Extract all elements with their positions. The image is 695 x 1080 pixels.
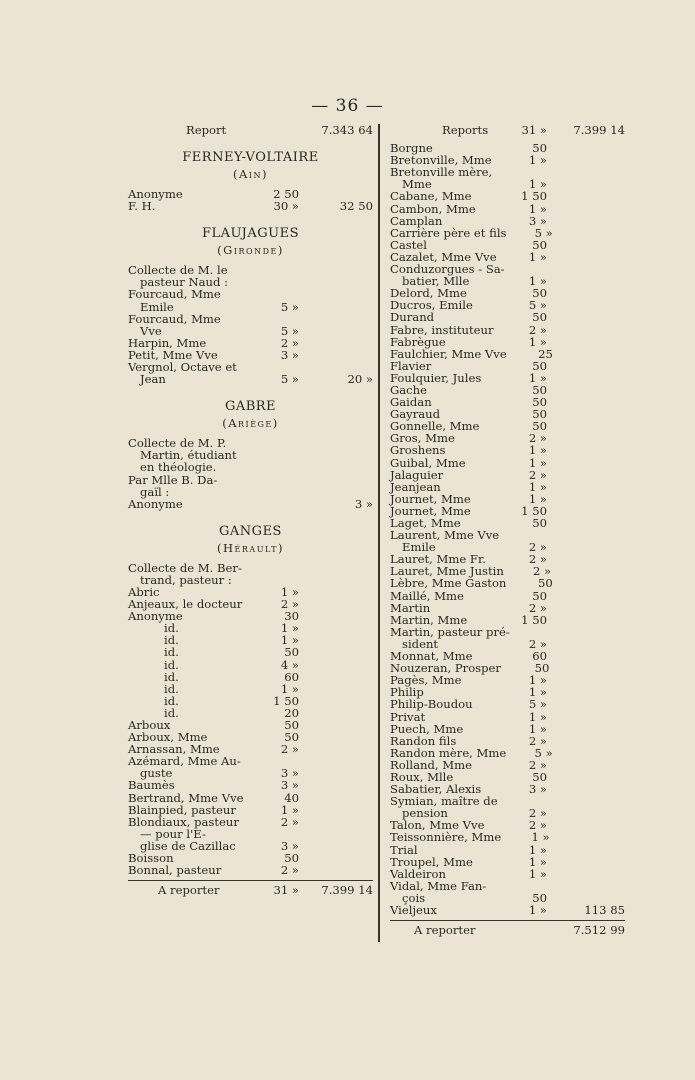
entry-name: Groshens bbox=[390, 443, 446, 458]
section-heading: GABRE bbox=[224, 399, 277, 415]
entry-name: Pagès, Mme bbox=[390, 673, 462, 688]
entry-name: Abric bbox=[128, 584, 160, 599]
list-item bbox=[390, 336, 625, 348]
entry-name: Gayraud bbox=[390, 407, 441, 422]
entry-name: Anjeaux, le docteur bbox=[128, 597, 243, 612]
list-item bbox=[390, 444, 625, 456]
list-item bbox=[128, 498, 373, 510]
entry-name: Cabane, Mme bbox=[390, 189, 472, 204]
entry-name: Emile bbox=[402, 540, 436, 555]
spacer bbox=[128, 385, 373, 399]
entry-name: Harpin, Mme bbox=[128, 335, 207, 350]
list-item bbox=[390, 698, 625, 710]
entry-amount: 1 » bbox=[528, 479, 547, 494]
entry-name: id. bbox=[164, 633, 179, 648]
list-item bbox=[390, 723, 625, 735]
entry-name: gaïl : bbox=[140, 484, 170, 499]
entry-amount: 2 » bbox=[280, 742, 299, 757]
list-item bbox=[390, 577, 625, 589]
list-item bbox=[128, 313, 373, 325]
list-item bbox=[128, 864, 373, 876]
entry-name: Roux, Mlle bbox=[390, 769, 454, 784]
entry-name: çois bbox=[402, 890, 426, 905]
entry-name: Trial bbox=[390, 842, 418, 857]
entry-name: Nouzeran, Prosper bbox=[390, 661, 501, 676]
entry-amount: 1 » bbox=[528, 153, 547, 168]
entry-name: id. bbox=[164, 669, 179, 684]
entry-name: Randon mère, Mme bbox=[390, 745, 507, 760]
entry-name: Martin bbox=[390, 600, 431, 615]
list-item bbox=[128, 659, 373, 671]
entry-amount: 20 bbox=[284, 705, 299, 720]
entry-amount: 5 » bbox=[280, 323, 299, 338]
entry-name: Blondiaux, pasteur bbox=[128, 814, 239, 829]
entry-name: Vidal, Mme Fan- bbox=[390, 878, 487, 893]
entry-total: 113 85 bbox=[584, 903, 625, 917]
section-subheading: (Ariège) bbox=[222, 416, 279, 431]
entry-name: Bretonville mère, bbox=[390, 165, 493, 180]
list-item bbox=[390, 868, 625, 880]
entry-name: Puech, Mme bbox=[390, 721, 464, 736]
entry-amount: 60 bbox=[284, 669, 299, 684]
entry-name: Bonnal, pasteur bbox=[128, 863, 222, 878]
entry-name: Randon fils bbox=[390, 733, 457, 748]
footer-label: A reporter bbox=[158, 883, 220, 898]
entry-name: Fabre, instituteur bbox=[390, 322, 494, 337]
entry-name: Troupel, Mme bbox=[390, 854, 473, 869]
entry-amount: 1 » bbox=[528, 177, 547, 192]
entry-name: Cazalet, Mme Vve bbox=[390, 249, 497, 264]
list-item bbox=[390, 856, 625, 868]
entry-amount: 3 » bbox=[528, 213, 547, 228]
entry-amount: 2 » bbox=[280, 597, 299, 612]
list-item bbox=[128, 200, 373, 212]
entry-amount: 50 bbox=[532, 141, 547, 156]
entry-amount: 1 50 bbox=[521, 503, 547, 518]
report-row bbox=[128, 124, 373, 136]
entry-amount: 1 » bbox=[528, 455, 547, 470]
entry-amount: 2 » bbox=[280, 863, 299, 878]
entry-amount: 2 » bbox=[528, 757, 547, 772]
entry-name: Petit, Mme Vve bbox=[128, 347, 218, 362]
entry-name: Flavier bbox=[390, 358, 432, 373]
entry-name: Rolland, Mme bbox=[390, 757, 473, 772]
entry-amount: 1 » bbox=[528, 709, 547, 724]
column-divider bbox=[378, 124, 380, 942]
entry-amount: 1 » bbox=[280, 621, 299, 636]
reports-label: Reports bbox=[442, 123, 489, 137]
list-item bbox=[390, 590, 625, 602]
reports-row bbox=[390, 124, 625, 136]
entry-name: Jeanjean bbox=[390, 479, 441, 494]
entry-amount: 50 bbox=[532, 516, 547, 530]
entry-name: Collecte de M. P. bbox=[128, 436, 227, 451]
list-item bbox=[390, 904, 625, 916]
entry-amount: 1 » bbox=[528, 334, 547, 349]
entry-name: Martin, Mme bbox=[390, 612, 468, 627]
list-item bbox=[390, 311, 625, 323]
list-item bbox=[128, 188, 373, 200]
list-item bbox=[128, 373, 373, 385]
list-item bbox=[390, 348, 625, 360]
list-item bbox=[390, 880, 625, 892]
list-item bbox=[390, 711, 625, 723]
entry-name: Lèbre, Mme Gaston bbox=[390, 576, 507, 591]
list-item bbox=[128, 486, 373, 498]
footer-row bbox=[128, 884, 373, 896]
right-column bbox=[390, 124, 625, 936]
entry-amount: 2 » bbox=[528, 600, 547, 615]
entry-name: trand, pasteur : bbox=[140, 572, 232, 587]
entry-name: Fourcaud, Mme bbox=[128, 311, 221, 326]
spacer bbox=[128, 212, 373, 226]
entry-name: Arnassan, Mme bbox=[128, 742, 220, 757]
entry-total: 32 50 bbox=[339, 199, 373, 214]
entry-name: Philip-Boudou bbox=[390, 697, 473, 712]
list-item bbox=[390, 203, 625, 215]
entry-name: Jean bbox=[140, 372, 166, 387]
entry-name: id. bbox=[164, 705, 179, 720]
section-heading: FERNEY-VOLTAIRE bbox=[182, 150, 319, 166]
entry-name: Mme bbox=[402, 177, 432, 192]
entry-name: id. bbox=[164, 657, 179, 672]
list-item bbox=[128, 301, 373, 313]
list-item bbox=[390, 469, 625, 481]
entry-name: Lauret, Mme Fr. bbox=[390, 552, 486, 567]
entry-name: Cambon, Mme bbox=[390, 201, 476, 216]
entry-amount: 3 » bbox=[280, 347, 299, 362]
entry-name: Blainpied, pasteur bbox=[128, 802, 236, 817]
entry-total: 3 » bbox=[354, 496, 373, 511]
entry-amount: 50 bbox=[532, 382, 547, 397]
entry-amount: 50 bbox=[532, 407, 547, 422]
entry-name: — pour l'E- bbox=[140, 826, 206, 841]
entry-name: id. bbox=[164, 621, 179, 636]
entry-name: Laget, Mme bbox=[390, 516, 461, 530]
reports-amount: 31 » bbox=[521, 123, 547, 137]
entry-amount: 5 » bbox=[528, 298, 547, 313]
entry-amount: 1 » bbox=[280, 584, 299, 599]
entry-amount: 1 » bbox=[528, 842, 547, 857]
entry-name: Monnat, Mme bbox=[390, 649, 473, 664]
entry-name: Par Mlle B. Da- bbox=[128, 472, 218, 487]
reports-total: 7.399 14 bbox=[573, 123, 625, 137]
entry-amount: 5 » bbox=[280, 372, 299, 387]
entry-name: Fabrègue bbox=[390, 334, 446, 349]
entry-name: batier, Mlle bbox=[402, 274, 470, 289]
footer-total: 7.399 14 bbox=[321, 883, 373, 898]
entry-amount: 2 » bbox=[528, 552, 547, 567]
entry-amount: 1 » bbox=[528, 903, 547, 917]
entry-amount: 1 » bbox=[531, 830, 550, 845]
entry-name: Vergnol, Octave et bbox=[128, 360, 237, 375]
entry-amount: 1 » bbox=[528, 854, 547, 869]
entry-amount: 1 » bbox=[528, 721, 547, 736]
entry-name: Martin, étudiant bbox=[140, 448, 237, 463]
entry-name: Philip bbox=[390, 685, 424, 700]
entry-amount: 50 bbox=[532, 358, 547, 373]
spacer bbox=[128, 510, 373, 524]
entry-name: Teissonnière, Mme bbox=[390, 830, 502, 845]
entry-name: Collecte de M. le bbox=[128, 263, 228, 278]
entry-name: Ducros, Emile bbox=[390, 298, 473, 313]
entry-amount: 2 » bbox=[280, 814, 299, 829]
section-heading: GANGES bbox=[219, 523, 282, 539]
list-item bbox=[128, 671, 373, 683]
entry-amount: 1 50 bbox=[521, 189, 547, 204]
entry-name: Azémard, Mme Au- bbox=[128, 754, 241, 769]
entry-name: Lauret, Mme Justin bbox=[390, 564, 504, 579]
list-item bbox=[390, 215, 625, 227]
entry-amount: 3 » bbox=[280, 838, 299, 853]
entry-name: Collecte de M. Ber- bbox=[128, 560, 242, 575]
entry-name: Gonnelle, Mme bbox=[390, 419, 480, 434]
entry-name: Bretonville, Mme bbox=[390, 153, 492, 168]
left-sections bbox=[128, 136, 373, 876]
entry-name: pasteur Naud : bbox=[140, 275, 229, 290]
entry-amount: 1 » bbox=[528, 491, 547, 506]
entry-amount: 5 » bbox=[534, 745, 553, 760]
entry-amount: 2 » bbox=[528, 733, 547, 748]
entry-amount: 50 bbox=[284, 851, 299, 866]
entry-amount: 1 » bbox=[528, 443, 547, 458]
entry-amount: 40 bbox=[284, 790, 299, 805]
section-subheading: (Hérault) bbox=[217, 540, 284, 555]
entry-name: Emile bbox=[140, 299, 174, 314]
entry-amount: 4 » bbox=[280, 657, 299, 672]
entry-amount: 2 » bbox=[528, 322, 547, 337]
report-label: Report bbox=[186, 123, 227, 137]
entry-amount: 3 » bbox=[280, 766, 299, 781]
entry-amount: 1 » bbox=[280, 681, 299, 696]
entry-name: Jalaguier bbox=[390, 467, 444, 482]
entry-amount: 50 bbox=[284, 730, 299, 745]
entry-name: Durand bbox=[390, 310, 435, 325]
entry-amount: 25 bbox=[538, 346, 553, 361]
entry-name: Valdeiron bbox=[390, 866, 446, 881]
entry-name: Martin, pasteur pré- bbox=[390, 624, 510, 639]
entry-name: Gaidan bbox=[390, 395, 432, 410]
entry-amount: 1 50 bbox=[273, 693, 299, 708]
entry-amount: 5 » bbox=[528, 697, 547, 712]
entry-name: Vieljeux bbox=[390, 903, 437, 917]
entry-name: F. H. bbox=[128, 199, 156, 214]
entry-amount: 50 bbox=[534, 661, 550, 676]
entry-name: Maillé, Mme bbox=[390, 588, 464, 603]
entry-name: Gros, Mme bbox=[390, 431, 455, 446]
entry-amount: 30 bbox=[284, 609, 299, 624]
list-item bbox=[128, 461, 373, 473]
entry-name: Baumès bbox=[128, 778, 175, 793]
entry-amount: 50 bbox=[532, 237, 547, 252]
footer-row bbox=[390, 924, 625, 936]
entry-name: Foulquier, Jules bbox=[390, 370, 482, 385]
entry-amount: 1 » bbox=[280, 633, 299, 648]
page-number: — 36 — bbox=[311, 96, 384, 116]
entry-amount: 2 » bbox=[533, 564, 552, 579]
entry-amount: 50 bbox=[532, 588, 547, 603]
entry-name: Symian, maître de bbox=[390, 794, 498, 809]
list-item bbox=[128, 792, 373, 804]
entry-amount: 2 » bbox=[280, 335, 299, 350]
entry-amount: 50 bbox=[537, 576, 553, 591]
entry-amount: 2 » bbox=[528, 467, 547, 482]
entry-name: Delord, Mme bbox=[390, 286, 467, 301]
entry-amount: 2 » bbox=[528, 636, 547, 651]
entry-amount: 2 50 bbox=[273, 187, 299, 202]
entry-name: pension bbox=[402, 806, 448, 821]
entry-name: Camplan bbox=[390, 213, 443, 228]
entry-name: glise de Cazillac bbox=[140, 838, 236, 853]
entry-name: guste bbox=[140, 766, 173, 781]
entry-name: sident bbox=[402, 636, 439, 651]
entry-name: Journet, Mme bbox=[390, 503, 471, 518]
entry-amount: 2 » bbox=[528, 431, 547, 446]
spacer bbox=[128, 136, 373, 150]
entry-name: Guibal, Mme bbox=[390, 455, 466, 470]
entry-name: Fourcaud, Mme bbox=[128, 287, 221, 302]
section-heading: FLAUJAGUES bbox=[202, 226, 299, 242]
entry-amount: 50 bbox=[532, 310, 547, 325]
list-item bbox=[390, 674, 625, 686]
list-item bbox=[390, 602, 625, 614]
entry-name: Anonyme bbox=[128, 496, 183, 511]
entry-amount: 30 » bbox=[273, 199, 299, 214]
footer-amount: 31 » bbox=[273, 883, 299, 898]
list-item bbox=[128, 804, 373, 816]
entry-amount: 60 bbox=[532, 649, 547, 664]
entry-amount: 50 bbox=[284, 645, 299, 660]
list-item bbox=[128, 474, 373, 486]
list-item bbox=[390, 190, 625, 202]
section-subheading: (Ain) bbox=[233, 167, 268, 182]
entry-amount: 1 » bbox=[528, 201, 547, 216]
entry-amount: 1 » bbox=[280, 802, 299, 817]
entry-name: en théologie. bbox=[140, 460, 217, 475]
entry-name: Faulchier, Mme Vve bbox=[390, 346, 507, 361]
list-item bbox=[128, 288, 373, 300]
entry-amount: 1 50 bbox=[521, 612, 547, 627]
entry-amount: 1 » bbox=[528, 274, 547, 289]
entry-amount: 2 » bbox=[528, 818, 547, 833]
list-item bbox=[390, 481, 625, 493]
entry-name: Borgne bbox=[390, 141, 433, 156]
entry-name: Sabatier, Alexis bbox=[390, 782, 482, 797]
entry-name: Anonyme bbox=[128, 609, 183, 624]
left-column bbox=[128, 124, 373, 896]
entry-amount: 1 » bbox=[528, 673, 547, 688]
list-item bbox=[390, 457, 625, 469]
entry-name: Anonyme bbox=[128, 187, 183, 202]
entry-name: Arboux bbox=[128, 718, 171, 732]
footer-total: 7.512 99 bbox=[573, 923, 625, 938]
entry-amount: 5 » bbox=[280, 299, 299, 314]
entry-amount: 1 » bbox=[528, 685, 547, 700]
entry-name: Laurent, Mme Vve bbox=[390, 528, 500, 543]
list-item bbox=[390, 324, 625, 336]
entry-amount: 2 » bbox=[528, 806, 547, 821]
list-item bbox=[128, 574, 373, 586]
list-item bbox=[390, 831, 625, 843]
entry-name: id. bbox=[164, 681, 179, 696]
entry-name: Journet, Mme bbox=[390, 491, 471, 506]
right-rows bbox=[390, 142, 625, 916]
entry-amount: 50 bbox=[532, 395, 547, 410]
entry-name: Castel bbox=[390, 237, 427, 252]
entry-amount: 1 » bbox=[528, 249, 547, 264]
section-subheading: (Gironde) bbox=[217, 243, 284, 258]
entry-amount: 50 bbox=[284, 718, 299, 732]
entry-name: id. bbox=[164, 693, 179, 708]
footer-label: A reporter bbox=[414, 923, 476, 938]
entry-name: Bertrand, Mme Vve bbox=[128, 790, 244, 805]
entry-name: Conduzorgues - Sa- bbox=[390, 262, 505, 277]
footer-rule bbox=[128, 880, 373, 881]
entry-amount: 1 » bbox=[528, 370, 547, 385]
entry-name: Vve bbox=[140, 323, 162, 338]
entry-amount: 50 bbox=[532, 286, 547, 301]
entry-name: Gache bbox=[390, 382, 427, 397]
entry-name: id. bbox=[164, 645, 179, 660]
entry-amount: 5 » bbox=[534, 225, 553, 240]
entry-amount: 3 » bbox=[528, 782, 547, 797]
entry-amount: 3 » bbox=[280, 778, 299, 793]
report-total: 7.343 64 bbox=[321, 123, 373, 137]
entry-name: Talon, Mme Vve bbox=[390, 818, 485, 833]
entry-amount: 50 bbox=[532, 769, 547, 784]
entry-total: 20 » bbox=[347, 372, 373, 387]
list-item bbox=[128, 646, 373, 658]
entry-name: Boisson bbox=[128, 851, 174, 866]
entry-amount: 50 bbox=[532, 890, 547, 905]
footer-rule bbox=[390, 920, 625, 921]
entry-name: Carrière père et fils bbox=[390, 225, 507, 240]
entry-name: Privat bbox=[390, 709, 426, 724]
list-item bbox=[128, 779, 373, 791]
entry-amount: 50 bbox=[532, 419, 547, 434]
entry-name: Arboux, Mme bbox=[128, 730, 208, 745]
entry-amount: 2 » bbox=[528, 540, 547, 555]
list-item bbox=[128, 683, 373, 695]
list-item bbox=[390, 844, 625, 856]
entry-amount: 1 » bbox=[528, 866, 547, 881]
list-item bbox=[390, 735, 625, 747]
